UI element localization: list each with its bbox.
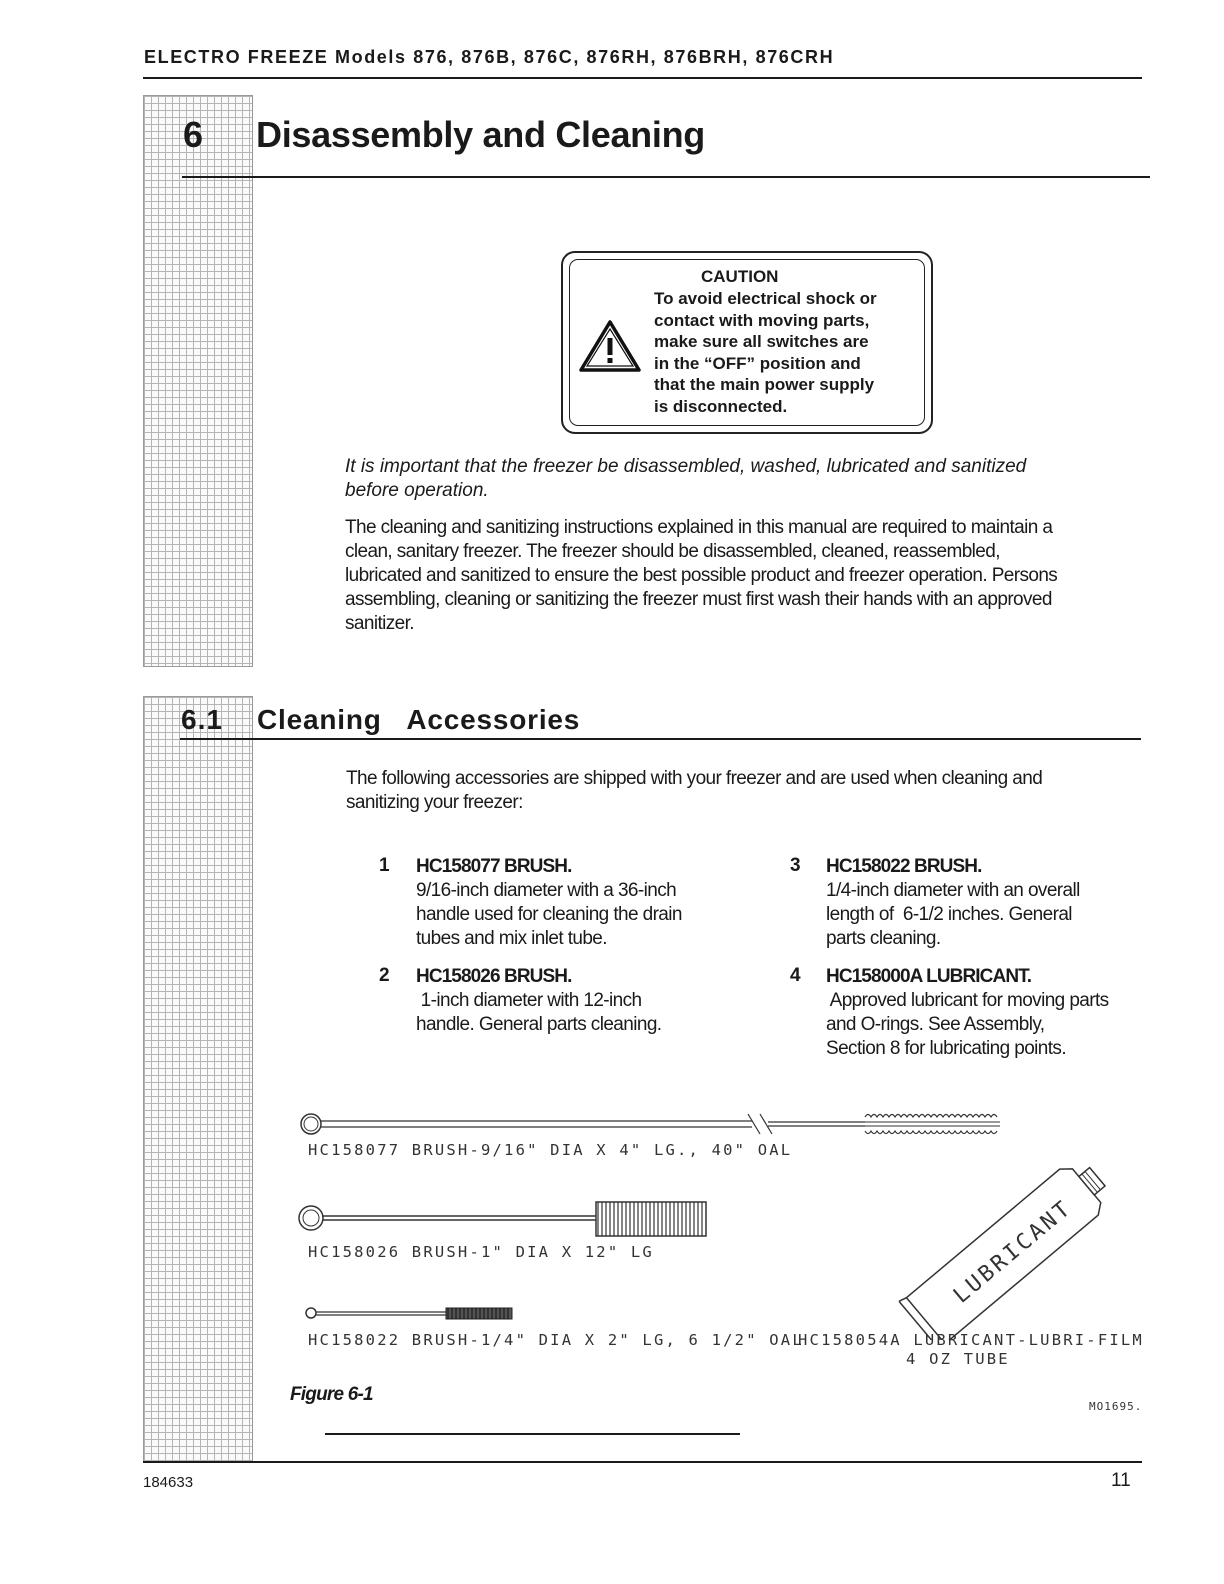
section-grid-strip <box>143 95 253 667</box>
warning-triangle-icon <box>578 318 642 374</box>
subsection-title: Cleaning Accessories <box>257 704 581 735</box>
accessory-number: 2 <box>379 965 390 986</box>
caution-title: CAUTION <box>701 267 779 286</box>
section-title: Disassembly and Cleaning <box>256 114 705 155</box>
figure-code: MO1695. <box>1089 1400 1143 1413</box>
accessory-number: 1 <box>379 855 390 876</box>
subsection-grid-strip <box>143 696 253 1463</box>
subsection-title-rule <box>180 738 1141 740</box>
brush-9-16-illustration <box>301 1114 1000 1134</box>
lubricant-size-label: 4 OZ TUBE <box>906 1350 1010 1368</box>
accessories-intro: The following accessories are shipped with your freezer and are used when cleaning and sanitizing your freezer: <box>346 768 1043 813</box>
subsection-number: 6.1 <box>181 704 223 735</box>
footer-rule <box>143 1461 1142 1463</box>
figure-caption: Figure 6-1 <box>290 1384 373 1405</box>
italic-note: It is important that the freezer be disassembled, washed, lubricated and sanitized before operation. <box>345 456 1027 501</box>
figure-drawing <box>290 1100 1140 1340</box>
section-title-rule <box>182 176 1150 178</box>
figure-rule <box>325 1433 740 1435</box>
lubricant-label: HC158054A LUBRICANT-LUBRI-FILM <box>798 1331 1144 1349</box>
accessory-number: 4 <box>790 965 801 986</box>
section-number: 6 <box>183 114 204 155</box>
accessory-item: HC158022 BRUSH. 1/4-inch diameter with an overall length of 6-1/2 inches. General parts cleaning. <box>826 856 1080 949</box>
brush-1-inch-illustration <box>299 1202 706 1236</box>
accessory-item: HC158077 BRUSH. 9/16-inch diameter with a 36-inch handle used for cleaning the drain tubes and mix inlet tube. <box>416 856 682 949</box>
caution-text: To avoid electrical shock or contact with moving parts, make sure all switches are in the “OFF” position and that the main power supply is disconnected. <box>654 289 877 416</box>
tube-label: LUBRICANT <box>949 1195 1078 1309</box>
document-number: 184633 <box>143 1474 194 1491</box>
brush-3-label: HC158022 BRUSH-1/4" DIA X 2" LG, 6 1/2" OAL <box>308 1331 804 1349</box>
page-number: 11 <box>1111 1470 1131 1491</box>
brush-2-label: HC158026 BRUSH-1" DIA X 12" LG <box>308 1243 654 1261</box>
lubricant-tube-illustration <box>899 1152 1118 1340</box>
accessory-item: HC158026 BRUSH. 1-inch diameter with 12-inch handle. General parts cleaning. <box>416 966 662 1035</box>
running-header: ELECTRO FREEZE Models 876, 876B, 876C, 876RH, 876BRH, 876CRH <box>144 47 835 67</box>
accessory-item: HC158000A LUBRICANT. Approved lubricant for moving parts and O-rings. See Assembly, Section 8 for lubricating points. <box>826 966 1109 1059</box>
cleaning-instructions-paragraph: The cleaning and sanitizing instructions explained in this manual are required to maintain a clean, sanitary freezer. The freezer should be disassembled, cleaned, reassembled, lubricated and sanitized to ensure the best possible product and freezer operation. Persons assembling, cleaning or sanitizing the freezer must first wash their hands with an approved sanitizer. <box>345 517 1058 634</box>
accessory-number: 3 <box>790 855 801 876</box>
brush-1-label: HC158077 BRUSH-9/16" DIA X 4" LG., 40" OAL <box>308 1141 793 1159</box>
brush-1-4-inch-illustration <box>306 1308 512 1319</box>
header-rule <box>143 77 1142 79</box>
